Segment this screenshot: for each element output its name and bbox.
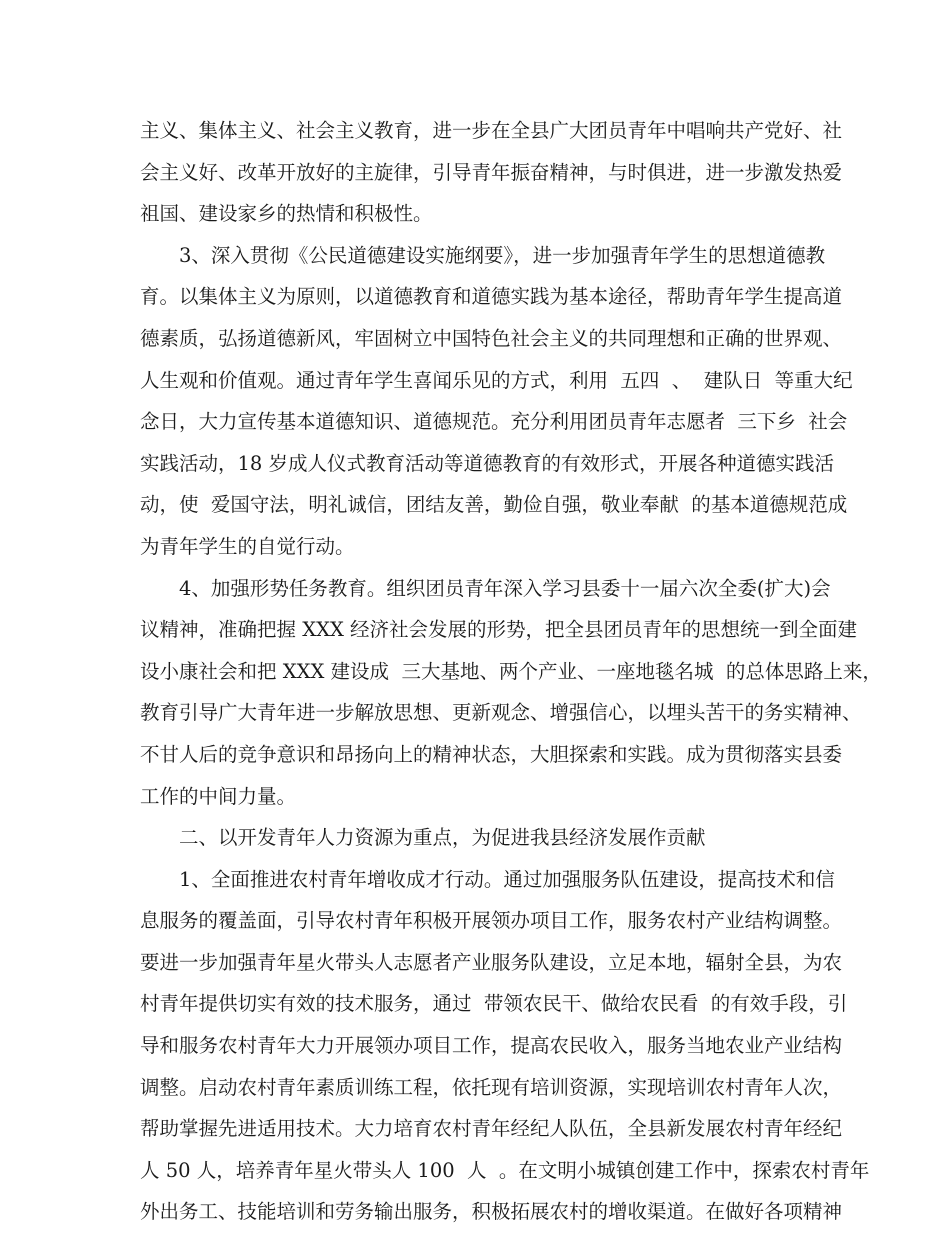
text-line: 1、全面推进农村青年增收成才行动。通过加强服务队伍建设，提高技术和信 [179,867,835,891]
text-line: 动，使 爱国守法，明礼诚信，团结友善，勤俭自强，敬业奉献 的基本道德规范成 [140,493,848,517]
text-line: 工作的中间力量。 [140,784,297,808]
text-line: 调整。启动农村青年素质训练工程，依托现有培训资源，实现培训农村青年人次， [140,1075,843,1099]
text-line: 二、以开发青年人力资源为重点，为促进我县经济发展作贡献 [179,826,706,850]
text-line: 教育引导广大青年进一步解放思想、更新观念、增强信心，以埋头苦干的务实精神、 [140,701,862,725]
text-line: 3、深入贯彻《公民道德建设实施纲要》，进一步加强青年学生的思想道德教 [179,243,826,267]
text-line: 主义、集体主义、社会主义教育，进一步在全县广大团员青年中唱响共产党好、社 [140,119,843,142]
text-line: 设小康社会和把 XXX 建设成 三大基地、两个产业、一座地毯名城 的总体思路上来， [140,659,882,683]
text-line: 会主义好、改革开放好的主旋律，引导青年振奋精神，与时俱进，进一步激发热爱 [140,160,843,184]
text-line: 帮助掌握先进适用技术。大力培育农村青年经纪人队伍，全县新发展农村青年经纪 [140,1117,843,1141]
text-line: 德素质，弘扬道德新风，牢固树立中国特色社会主义的共同理想和正确的世界观、 [140,326,843,350]
text-line: 育。以集体主义为原则，以道德教育和道德实践为基本途径，帮助青年学生提高道 [140,285,843,309]
text-line: 要进一步加强青年星火带头人志愿者产业服务队建设，立足本地，辐射全县，为农 [140,950,843,974]
text-line: 人 50 人，培养青年星火带头人 100 人 。在文明小城镇创建工作中，探索农村青年 [140,1158,870,1182]
text-line: 村青年提供切实有效的技术服务，通过 带领农民干、做给农民看 的有效手段，引 [140,992,848,1016]
document-body [140,110,882,1233]
text-line: 念日，大力宣传基本道德知识、道德规范。充分利用团员青年志愿者 三下乡 社会 [140,410,848,434]
text-line: 外出务工、技能培训和劳务输出服务，积极拓展农村的增收渠道。在做好各项精神 [140,1200,843,1224]
text-line: 导和服务农村青年大力开展领办项目工作，提高农民收入，服务当地农业产业结构 [140,1034,843,1058]
text-line: 议精神，准确把握 XXX 经济社会发展的形势，把全县团员青年的思想统一到全面建 [140,618,858,642]
text-line: 实践活动，18 岁成人仪式教育活动等道德教育的有效形式，开展各种道德实践活 [140,451,835,475]
text-line: 4、加强形势任务教育。组织团员青年深入学习县委十一届六次全委(扩大)会 [179,576,831,600]
text-line: 祖国、建设家乡的热情和积极性。 [140,202,433,226]
text-line: 息服务的覆盖面，引导农村青年积极开展领办项目工作，服务农村产业结构调整。 [140,909,843,933]
text-line: 人生观和价值观。通过青年学生喜闻乐见的方式，利用 五四 、 建队日 等重大纪 [140,368,853,392]
text-line: 为青年学生的自觉行动。 [140,534,355,558]
text-line: 不甘人后的竞争意识和昂扬向上的精神状态，大胆探索和实践。成为贯彻落实县委 [140,742,843,766]
